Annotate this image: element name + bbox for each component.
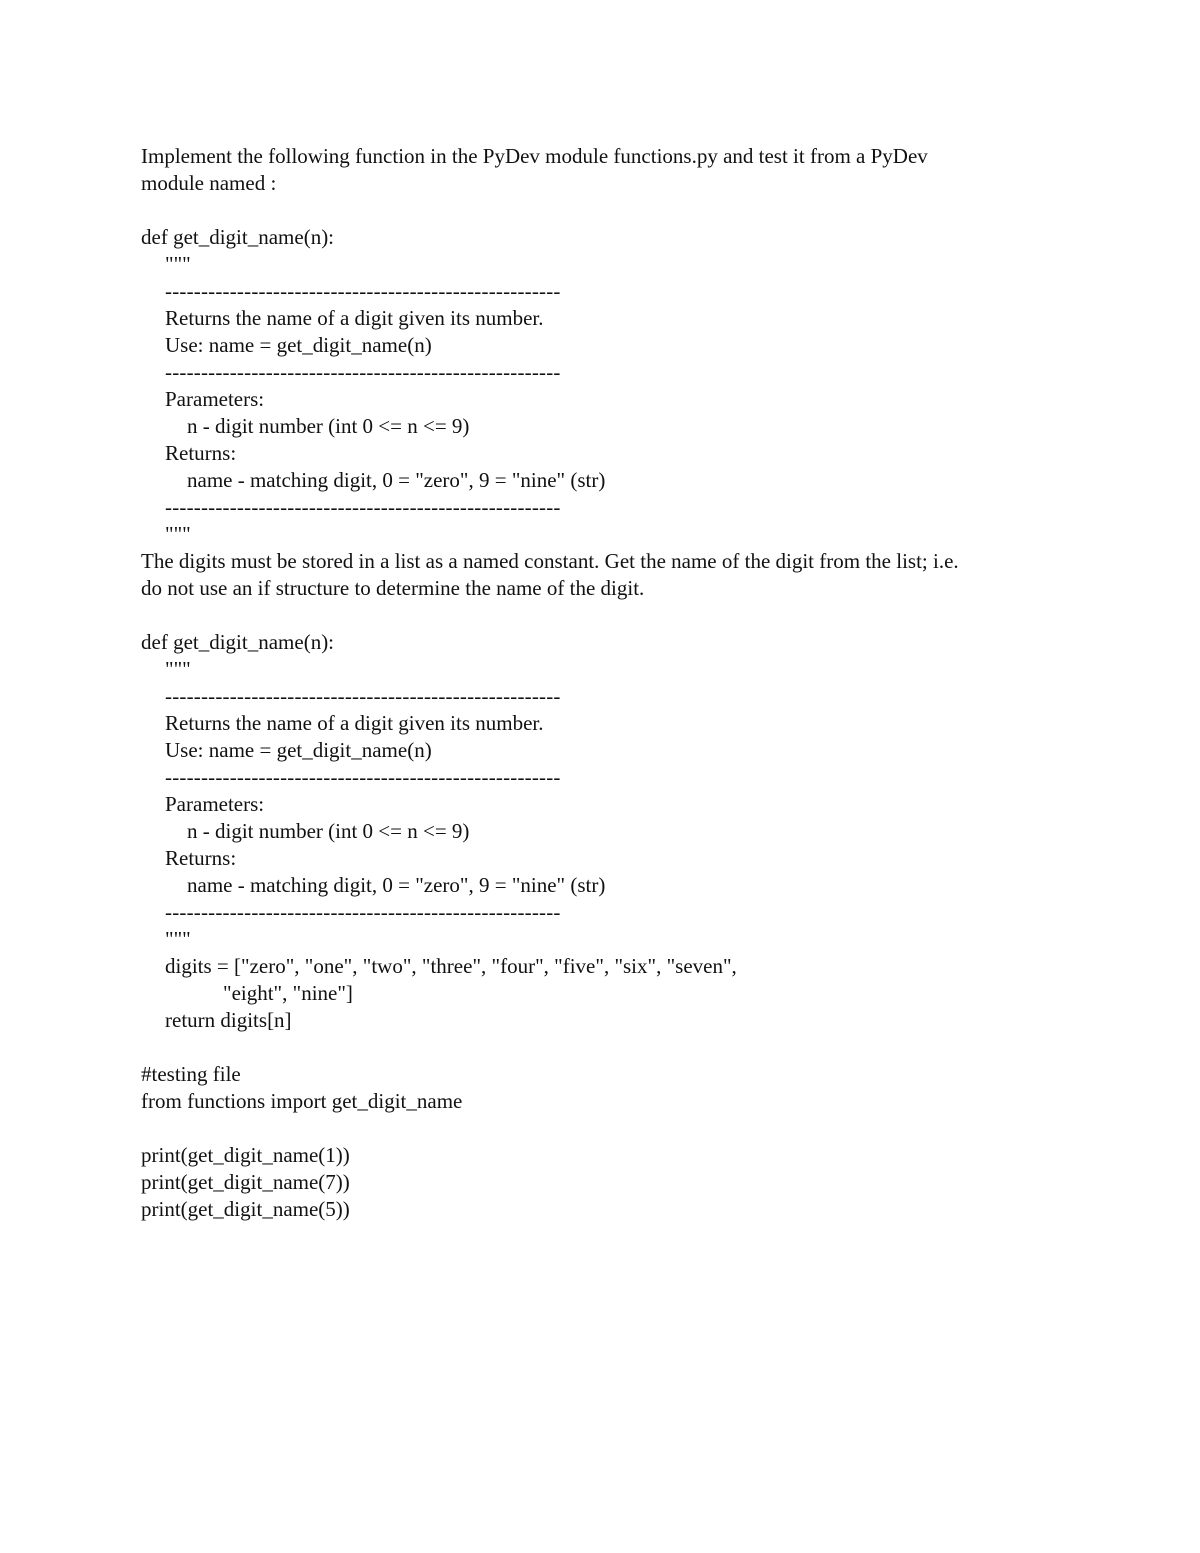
- solution-parameters-label: Parameters:: [165, 792, 265, 816]
- spec-rule-2: -------------------------------------------------------: [165, 360, 561, 384]
- solution-return-name: name - matching digit, 0 = "zero", 9 = "nine" (str): [187, 873, 606, 897]
- intro-line-1: Implement the following function in the PyDev module functions.py and test it from a PyDev: [141, 144, 928, 168]
- spec-returns-label: Returns:: [165, 441, 237, 465]
- solution-digits-list-line-1: digits = ["zero", "one", "two", "three", "four", "five", "six", "seven",: [165, 954, 737, 978]
- solution-docstring-close: """: [165, 927, 191, 951]
- spec-rule-1: -------------------------------------------------------: [165, 279, 561, 303]
- solution-def-line: def get_digit_name(n):: [141, 630, 335, 654]
- spec-def-line: def get_digit_name(n):: [141, 225, 335, 249]
- testing-print-2: print(get_digit_name(7)): [141, 1170, 350, 1194]
- testing-comment: #testing file: [141, 1062, 241, 1086]
- spec-rule-3: -------------------------------------------------------: [165, 495, 561, 519]
- spec-param-n: n - digit number (int 0 <= n <= 9): [187, 414, 470, 438]
- spec-docstring-close: """: [165, 522, 191, 546]
- solution-param-n: n - digit number (int 0 <= n <= 9): [187, 819, 470, 843]
- solution-rule-3: -------------------------------------------------------: [165, 900, 561, 924]
- spec-description: Returns the name of a digit given its number.: [165, 306, 544, 330]
- spacer: [141, 1034, 1101, 1061]
- spacer: [141, 1115, 1101, 1142]
- spacer: [141, 197, 1101, 224]
- testing-import: from functions import get_digit_name: [141, 1089, 463, 1113]
- spec-docstring-open: """: [165, 252, 191, 276]
- solution-description: Returns the name of a digit given its number.: [165, 711, 544, 735]
- spec-usage: Use: name = get_digit_name(n): [165, 333, 432, 357]
- testing-print-3: print(get_digit_name(5)): [141, 1197, 350, 1221]
- solution-rule-1: -------------------------------------------------------: [165, 684, 561, 708]
- solution-usage: Use: name = get_digit_name(n): [165, 738, 432, 762]
- intro-line-2: module named :: [141, 171, 277, 195]
- spec-parameters-label: Parameters:: [165, 387, 265, 411]
- solution-return-statement: return digits[n]: [165, 1008, 292, 1032]
- spec-return-name: name - matching digit, 0 = "zero", 9 = "nine" (str): [187, 468, 606, 492]
- solution-rule-2: -------------------------------------------------------: [165, 765, 561, 789]
- instructions-line-1: The digits must be stored in a list as a named constant. Get the name of the digit from the list; i.e.: [141, 549, 959, 573]
- spacer: [141, 602, 1101, 629]
- solution-digits-list-line-2: "eight", "nine"]: [223, 981, 353, 1005]
- testing-print-1: print(get_digit_name(1)): [141, 1143, 350, 1167]
- solution-docstring-open: """: [165, 657, 191, 681]
- instructions-line-2: do not use an if structure to determine the name of the digit.: [141, 576, 645, 600]
- document-body: [141, 143, 1101, 1223]
- solution-returns-label: Returns:: [165, 846, 237, 870]
